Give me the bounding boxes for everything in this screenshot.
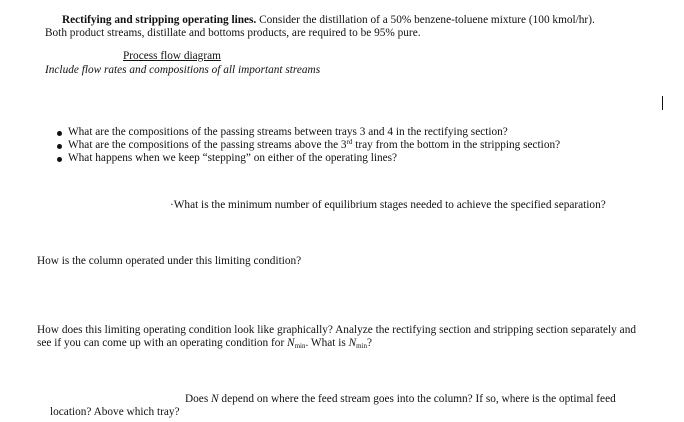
superscript: rd (346, 138, 353, 146)
question-limiting: How is the column operated under this limiting condition? (37, 255, 302, 267)
question-graphical (37, 324, 636, 353)
question-feed-cont: location? Above which tray? (50, 406, 180, 418)
text: ? (367, 337, 373, 349)
text-cursor (662, 96, 663, 110)
bullet-icon (57, 131, 62, 136)
intro-line-1 (62, 14, 595, 27)
text: Does (185, 393, 212, 405)
n-symbol: N (287, 337, 295, 349)
text: depend on where the feed stream goes into the column? If so, where is the optimal feed (218, 393, 616, 405)
bullet-item-3: What happens when we keep “stepping” on either of the operating lines? (68, 152, 398, 164)
text: . What is (305, 337, 349, 349)
bullet-item-1: What are the compositions of the passing streams between trays 3 and 4 in the rectifying section? (68, 126, 508, 138)
bullet-icon (57, 157, 62, 162)
pfd-instruction: Include flow rates and compositions of all important streams (45, 64, 321, 76)
subscript: min (294, 342, 306, 350)
subscript: min (356, 342, 367, 350)
question-min-stages: ·What is the minimum number of equilibrium stages needed to achieve the specified separation? (170, 199, 606, 211)
intro-text: Consider the distillation of a 50% benzene-toluene mixture (100 kmol/hr). (256, 14, 595, 26)
text: How does this limiting operating condition look like graphically? Analyze the rectifying section and stripping section separately and see if you can come up with an operating condition for (37, 324, 636, 349)
n-symbol: N (211, 393, 219, 405)
question-feed (185, 393, 616, 406)
bullet-text: What are the compositions of the passing streams above the 3 (68, 139, 347, 151)
problem-title: Rectifying and stripping operating lines. (62, 14, 257, 26)
bullet-text: tray from the bottom in the stripping section? (352, 139, 561, 151)
intro-line-2: Both product streams, distillate and bottoms products, are required to be 95% pure. (45, 27, 421, 39)
bullet-icon (57, 144, 62, 149)
n-symbol: N (348, 337, 357, 349)
pfd-heading: Process flow diagram (123, 50, 221, 62)
bullet-item-2 (68, 139, 560, 152)
